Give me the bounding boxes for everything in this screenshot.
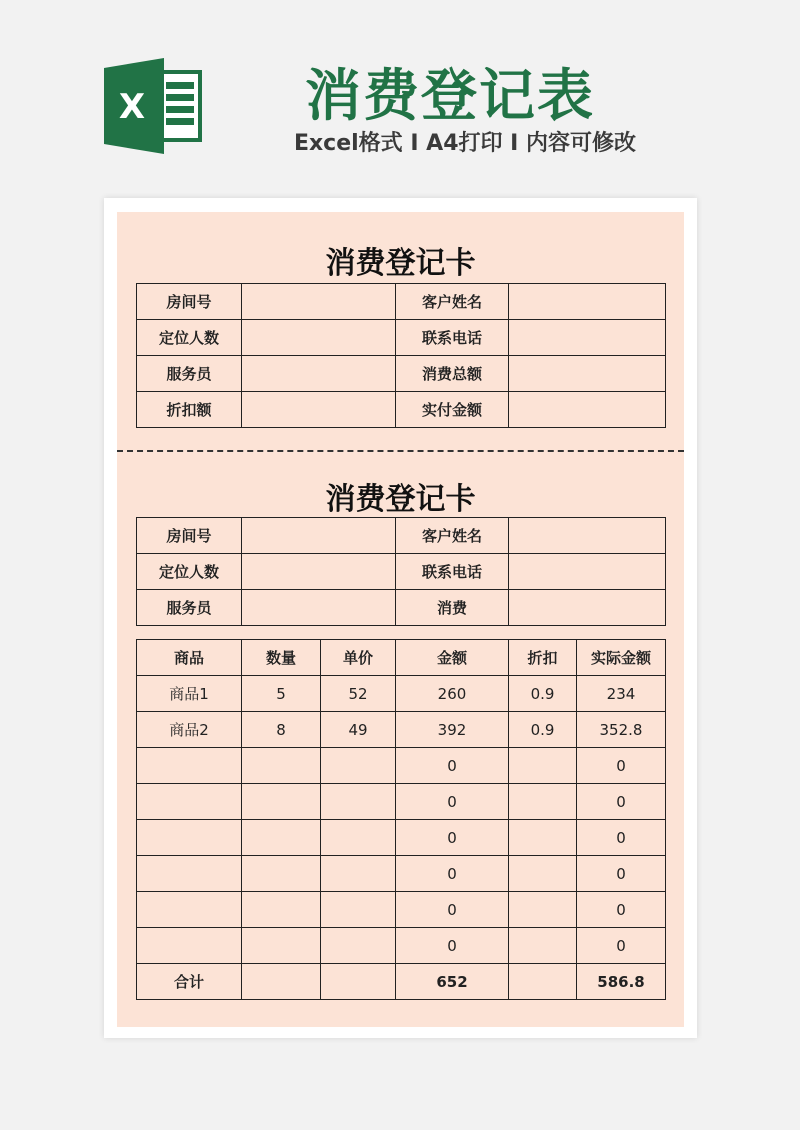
cell[interactable]: 合计 — [137, 964, 242, 1000]
cell[interactable]: 商品2 — [137, 712, 242, 748]
cell[interactable] — [137, 892, 242, 928]
cell[interactable] — [137, 784, 242, 820]
cell[interactable]: 0 — [577, 856, 666, 892]
table-row — [137, 892, 666, 928]
cell[interactable]: 房间号 — [137, 284, 242, 320]
info-row — [137, 320, 666, 356]
cell[interactable] — [242, 320, 396, 356]
cell[interactable] — [321, 748, 396, 784]
cell[interactable]: 定位人数 — [137, 320, 242, 356]
cell[interactable]: 0 — [577, 892, 666, 928]
table-header-row — [137, 640, 666, 676]
cell[interactable] — [242, 748, 321, 784]
cell[interactable]: 392 — [396, 712, 509, 748]
cell[interactable] — [137, 856, 242, 892]
table-row — [137, 784, 666, 820]
cell[interactable]: 52 — [321, 676, 396, 712]
cell[interactable] — [321, 892, 396, 928]
cell[interactable]: 服务员 — [137, 356, 242, 392]
cell[interactable] — [242, 590, 396, 626]
cell[interactable] — [509, 856, 577, 892]
cell[interactable]: 消费总额 — [396, 356, 509, 392]
info-row — [137, 356, 666, 392]
cell[interactable]: 折扣 — [509, 640, 577, 676]
cell[interactable] — [509, 748, 577, 784]
total-row — [137, 964, 666, 1000]
table-row — [137, 820, 666, 856]
cell[interactable] — [509, 518, 666, 554]
cell[interactable]: 652 — [396, 964, 509, 1000]
table-row — [137, 856, 666, 892]
cell[interactable]: 0.9 — [509, 676, 577, 712]
cell[interactable]: 联系电话 — [396, 320, 509, 356]
cell[interactable] — [509, 928, 577, 964]
cell[interactable]: 0.9 — [509, 712, 577, 748]
cell[interactable]: 数量 — [242, 640, 321, 676]
table-row — [137, 928, 666, 964]
cell[interactable] — [509, 554, 666, 590]
cell[interactable]: 8 — [242, 712, 321, 748]
cell[interactable] — [509, 284, 666, 320]
cell[interactable]: 0 — [396, 928, 509, 964]
cell[interactable] — [242, 856, 321, 892]
cell[interactable] — [321, 820, 396, 856]
cell[interactable] — [242, 928, 321, 964]
cell[interactable] — [242, 892, 321, 928]
cell[interactable]: 0 — [396, 856, 509, 892]
cell[interactable]: 0 — [396, 892, 509, 928]
info-row — [137, 392, 666, 428]
cell[interactable] — [242, 518, 396, 554]
cell[interactable] — [321, 964, 396, 1000]
cell[interactable]: 0 — [396, 784, 509, 820]
cell[interactable]: 定位人数 — [137, 554, 242, 590]
card1-title: 消费登记卡 — [325, 246, 476, 281]
cell[interactable] — [321, 856, 396, 892]
info-row — [137, 590, 666, 626]
cut-line-divider — [117, 450, 684, 452]
cell[interactable]: 0 — [577, 784, 666, 820]
cell[interactable]: 5 — [242, 676, 321, 712]
cell[interactable]: 实付金额 — [396, 392, 509, 428]
card1-table — [136, 283, 666, 428]
cell[interactable] — [137, 820, 242, 856]
cell[interactable] — [242, 784, 321, 820]
cell[interactable]: 0 — [396, 820, 509, 856]
cell[interactable] — [509, 784, 577, 820]
cell[interactable]: 客户姓名 — [396, 518, 509, 554]
page-title: 消费登记表 — [305, 64, 595, 129]
cell[interactable]: 0 — [577, 748, 666, 784]
cell[interactable] — [242, 554, 396, 590]
page-subtitle: Excel格式 I A4打印 I 内容可修改 — [293, 131, 637, 156]
cell[interactable]: 352.8 — [577, 712, 666, 748]
cell[interactable] — [509, 590, 666, 626]
cell[interactable]: 49 — [321, 712, 396, 748]
cell[interactable]: 服务员 — [137, 590, 242, 626]
cell[interactable]: 0 — [396, 748, 509, 784]
card2-title: 消费登记卡 — [325, 482, 476, 517]
cell[interactable]: 0 — [577, 928, 666, 964]
form-sheet — [117, 212, 684, 1027]
cell[interactable]: 折扣额 — [137, 392, 242, 428]
cell[interactable]: 商品 — [137, 640, 242, 676]
cell[interactable] — [509, 356, 666, 392]
cell[interactable] — [242, 820, 321, 856]
cell[interactable]: 客户姓名 — [396, 284, 509, 320]
cell[interactable] — [137, 748, 242, 784]
table-row — [137, 712, 666, 748]
cell[interactable] — [242, 392, 396, 428]
cell[interactable]: 消费 — [396, 590, 509, 626]
cell[interactable] — [509, 820, 577, 856]
cell[interactable] — [242, 284, 396, 320]
cell[interactable]: 单价 — [321, 640, 396, 676]
table-row — [137, 748, 666, 784]
cell[interactable]: 234 — [577, 676, 666, 712]
cell[interactable]: 0 — [577, 820, 666, 856]
cell[interactable] — [509, 320, 666, 356]
svg-text:X: X — [118, 87, 146, 127]
cell[interactable] — [509, 892, 577, 928]
cell[interactable]: 商品1 — [137, 676, 242, 712]
cell[interactable]: 260 — [396, 676, 509, 712]
cell[interactable] — [509, 964, 577, 1000]
cell[interactable]: 实际金额 — [577, 640, 666, 676]
info-row — [137, 554, 666, 590]
cell[interactable] — [242, 356, 396, 392]
cell[interactable] — [137, 928, 242, 964]
cell[interactable] — [242, 964, 321, 1000]
cell[interactable] — [321, 928, 396, 964]
cell[interactable] — [509, 392, 666, 428]
cell[interactable]: 房间号 — [137, 518, 242, 554]
items-table — [136, 639, 666, 1000]
cell[interactable]: 金额 — [396, 640, 509, 676]
cell[interactable]: 联系电话 — [396, 554, 509, 590]
info-row — [137, 284, 666, 320]
card2-table — [136, 517, 666, 626]
cell[interactable] — [321, 784, 396, 820]
info-row — [137, 518, 666, 554]
table-row — [137, 676, 666, 712]
excel-logo-icon — [104, 58, 204, 154]
cell[interactable]: 586.8 — [577, 964, 666, 1000]
